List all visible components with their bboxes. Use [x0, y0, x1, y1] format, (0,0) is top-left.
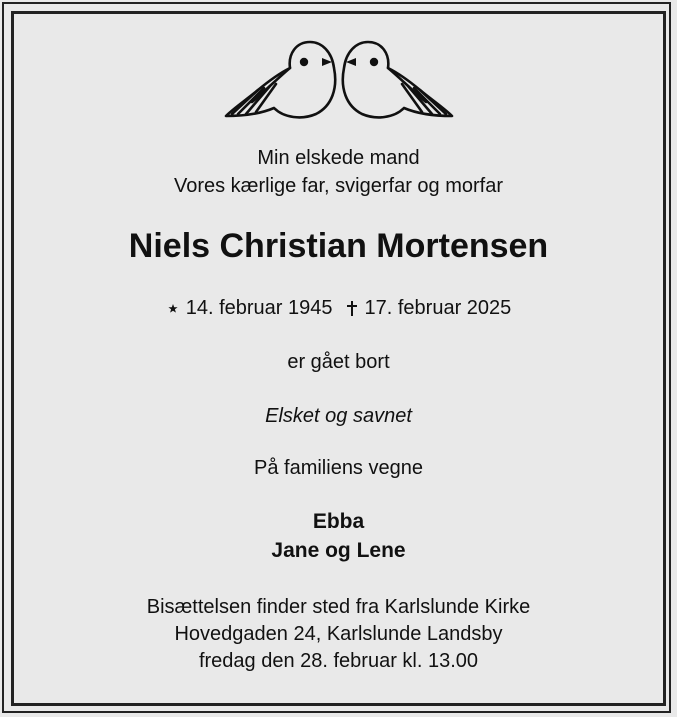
intro-line-2: Vores kærlige far, svigerfar og morfar [173, 175, 503, 197]
death-date: 17. februar 2025 [364, 297, 512, 319]
family-intro: På familiens vegne [254, 457, 423, 479]
dates-row [0, 296, 677, 320]
deceased-name: Niels Christian Mortensen [128, 227, 549, 265]
intro-line-1: Min elskede mand [257, 147, 420, 169]
funeral-line-1: Bisættelsen finder sted fra Karlslunde Kirke [146, 596, 531, 618]
funeral-line-2: Hovedgaden 24, Karlslunde Landsby [174, 623, 503, 645]
star-icon [166, 299, 180, 317]
cross-icon [345, 299, 359, 317]
funeral-line-3: fredag den 28. februar kl. 13.00 [198, 650, 479, 672]
family-name-2: Jane og Lene [271, 539, 406, 562]
tagline: Elsket og savnet [265, 405, 412, 427]
birth-date: 14. februar 1945 [185, 297, 333, 319]
family-name-1: Ebba [312, 510, 365, 533]
two-birds-icon [224, 38, 454, 122]
passed-text: er gået bort [287, 351, 390, 373]
